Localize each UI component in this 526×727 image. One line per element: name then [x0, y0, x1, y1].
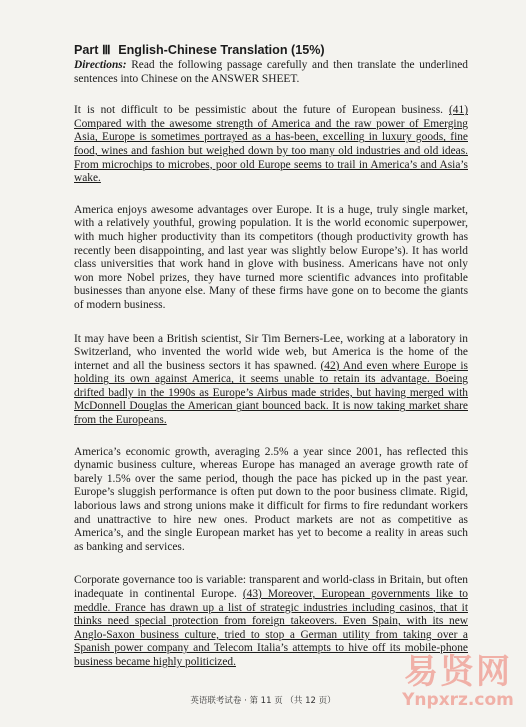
- section-heading: [74, 42, 468, 57]
- paragraph-3-text: It may have been a British scientist, Sir Tim Berners-Lee, working at a laboratory in Switzerland, who invented the world wide web, but America is the home of the internet and all the business sectors it has spawned.: [74, 332, 468, 372]
- paragraph-5-text: Corporate governance too is variable: transparent and world-class in Britain, but often inadequate in continental Europe.: [74, 574, 468, 600]
- paragraph-2: [74, 204, 468, 313]
- directions: [74, 59, 468, 86]
- watermark-url: Ynpxrz.com: [402, 690, 514, 710]
- directions-text: Read the following passage carefully and then translate the underlined sentences into Chinese on the ANSWER SHEET.: [74, 59, 468, 85]
- paragraph-4: [74, 446, 468, 555]
- underlined-sentence-42: (42) And even where Europe is holding its own against America, it seems unable to retain its advantage. Boeing drifted badly in the 1990s as Europe’s Airbus made strides, but having merged with McDonnell Douglas the American giant bounced back. It is now taking market share from the Europeans.: [74, 359, 468, 427]
- section-title: English-Chinese Translation (15%): [118, 43, 325, 57]
- page-footer: 英语联考试卷 · 第 11 页 （共 12 页）: [190, 696, 336, 706]
- directions-label: Directions:: [74, 59, 127, 71]
- watermark-logo: [398, 654, 518, 724]
- paragraph-3: [74, 333, 468, 428]
- paragraph-1: [74, 104, 468, 186]
- underlined-sentence-43: (43) Moreover, European governments like to meddle. France has drawn up a list of strategic industries including casinos, that it thinks need special protection from foreign takeovers. Even Spain, with its new Anglo-Saxon business culture, tried to stop a German utility from taking over a Spanish power company and Telecom Italia’s attempts to hive off its mobile-phone business became highly politicized.: [74, 588, 468, 668]
- watermark-brand: 易贤网: [404, 652, 512, 692]
- paragraph-4-text: America’s economic growth, averaging 2.5% a year since 2001, has reflected this dynamic business culture, whereas Europe has managed an average growth rate of barely 1.5% over the same period, though the pace has picked up in the past year. Europe’s sluggish performance is often put down to the poor business climate. Rigid, laborious laws and strong unions make it difficult for firms to fire redundant workers and unattractive to hire new ones. Product markets are not as competitive as America’s, and the single European market has yet to become a reality in areas such as banking and services.: [74, 445, 468, 553]
- paragraph-1-text: It is not difficult to be pessimistic about the future of European business.: [74, 104, 450, 117]
- underlined-sentence-41: (41) Compared with the awesome strength of America and the raw power of Emerging Asia, Europe is sometimes portrayed as a has-been, excelling in luxury goods, fine food, wines and fashion but weighed down by too many old industries and old ideas. From microchips to microbes, poor old Europe seems to trail in America’s and Asia’s wake.: [74, 104, 468, 185]
- paragraph-2-text: America enjoys awesome advantages over Europe. It is a huge, truly single market, with a relatively youthful, growing population. It is the world economic superpower, with much higher productivity than its competitors (though productivity growth has recently been disappointing, and last year was slightly below Europe’s). It has world class universities that work hand in glove with business. Americans have not only won more Nobel prizes, they have turned more scientific advances into profitable businesses than anyone else. Many of these firms have gone on to become the giants of modern business.: [74, 203, 468, 311]
- part-number: Part Ⅲ: [74, 43, 111, 57]
